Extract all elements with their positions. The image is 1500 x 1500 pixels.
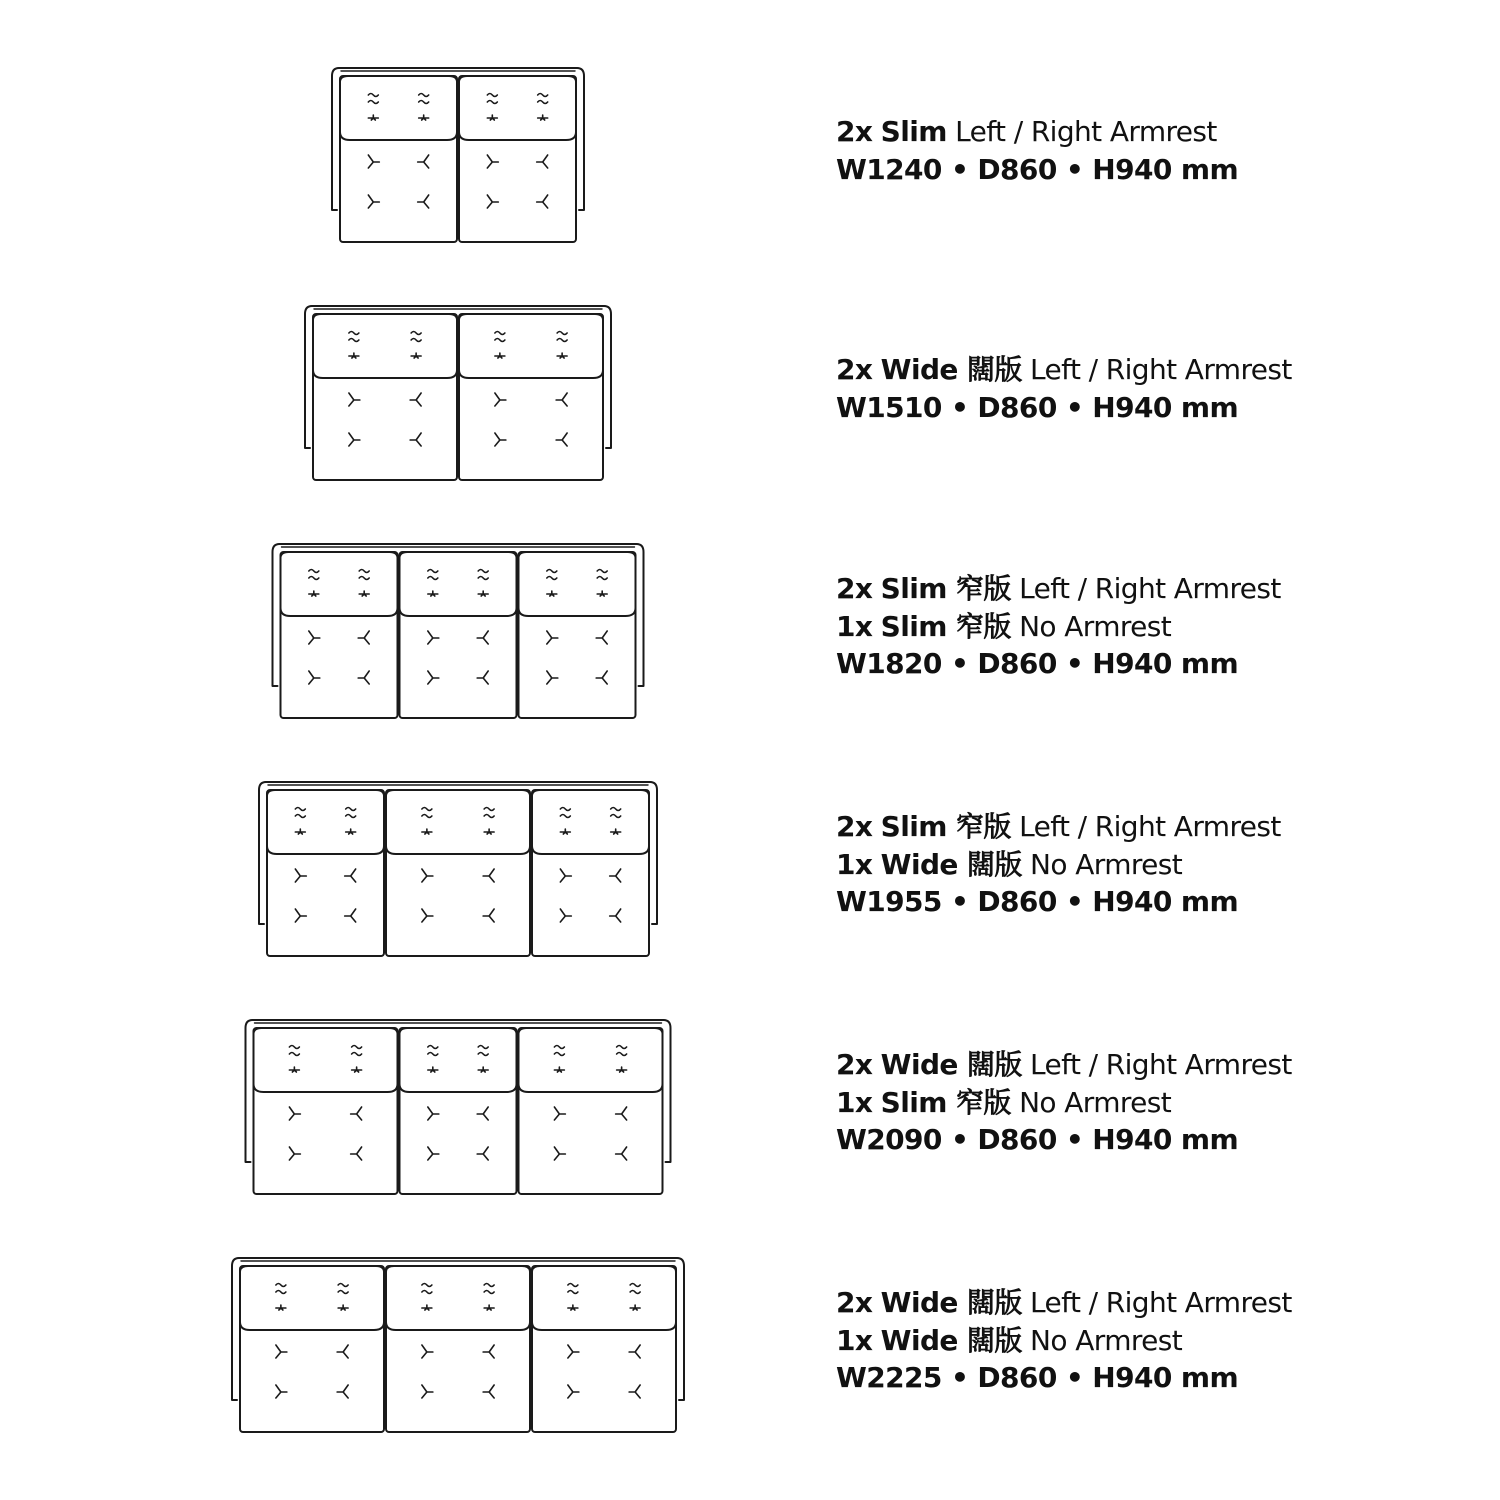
- quantity: 2x: [836, 115, 873, 148]
- backrest-cushion: [240, 1266, 384, 1330]
- back-tuft-mark: [560, 815, 570, 818]
- seat-body: [459, 76, 576, 242]
- dimensions: W1510 • D860 • H940 mm: [836, 390, 1239, 424]
- seat-module-slim: [400, 552, 517, 718]
- sofa-drawing: [0, 60, 800, 260]
- armrest-option: Left / Right Armrest: [1019, 810, 1281, 843]
- seat-tuft-mark: [616, 1107, 627, 1120]
- seat-tuft-mark: [483, 869, 494, 882]
- back-tuft-mark: [487, 94, 497, 97]
- sofa-drawing: [0, 298, 800, 498]
- seat-body: [532, 1266, 676, 1432]
- back-tuft-mark: [295, 808, 305, 811]
- back-tuft-mark: [554, 1053, 564, 1056]
- back-tuft-mark: [428, 1046, 438, 1049]
- seat-type: Wide 闊版: [880, 1048, 1022, 1081]
- back-tuft-mark: [560, 829, 570, 834]
- armrest-option: No Armrest: [1019, 609, 1172, 643]
- right-armrest: [604, 306, 611, 448]
- seat-tuft-mark: [351, 1107, 362, 1120]
- backrest-cushion: [386, 790, 530, 854]
- seat-body: [281, 552, 398, 718]
- back-tuft-mark: [338, 1284, 348, 1287]
- backrest-cushion: [519, 1028, 663, 1092]
- back-tuft-mark: [538, 115, 548, 120]
- back-tuft-mark: [411, 353, 421, 358]
- seat-body: [386, 1266, 530, 1432]
- quantity: 2x: [836, 810, 873, 843]
- spec-line-1: [836, 113, 1476, 151]
- armrest-option: Left / Right Armrest: [1030, 1286, 1292, 1319]
- seat-body: [400, 552, 517, 718]
- left-armrest: [246, 1020, 253, 1162]
- back-tuft-mark: [419, 115, 429, 120]
- back-tuft-mark: [338, 1291, 348, 1294]
- back-tuft-mark: [289, 1067, 299, 1072]
- seat-body: [519, 1028, 663, 1194]
- seat-tuft-mark: [337, 1385, 348, 1398]
- back-tuft-mark: [484, 1291, 494, 1294]
- seat-tuft-mark: [596, 631, 607, 644]
- config-row-w2225: [0, 1250, 1500, 1450]
- back-tuft-mark: [346, 815, 356, 818]
- seat-module-wide: [254, 1028, 398, 1194]
- backrest-cushion: [459, 76, 576, 140]
- back-tuft-mark: [611, 829, 621, 834]
- armrest-option: No Armrest: [1030, 1323, 1183, 1357]
- seat-tuft-mark: [483, 1385, 494, 1398]
- seat-body: [254, 1028, 398, 1194]
- seat-tuft-mark: [547, 671, 558, 684]
- seat-module-slim: [340, 76, 457, 242]
- left-armrest: [273, 544, 280, 686]
- backrest-cushion: [281, 552, 398, 616]
- seat-tuft-mark: [422, 869, 433, 882]
- seat-tuft-mark: [418, 155, 429, 168]
- back-tuft-mark: [478, 591, 488, 596]
- seat-module-wide: [386, 1266, 530, 1432]
- back-tuft-mark: [422, 1305, 432, 1310]
- back-tuft-mark: [478, 1067, 488, 1072]
- back-tuft-mark: [557, 332, 567, 335]
- seat-tuft-mark: [483, 1345, 494, 1358]
- back-tuft-mark: [289, 1053, 299, 1056]
- quantity: 1x: [836, 1323, 873, 1357]
- seat-tuft-mark: [610, 909, 621, 922]
- back-tuft-mark: [352, 1053, 362, 1056]
- back-tuft-mark: [359, 570, 369, 573]
- spec-line-1: [836, 351, 1476, 389]
- sofa-outline: [232, 1258, 684, 1432]
- spec-line-2: [836, 608, 1476, 646]
- dimensions: W1955 • D860 • H940 mm: [836, 885, 1239, 918]
- back-tuft-mark: [349, 332, 359, 335]
- config-row-w1820: [0, 536, 1500, 736]
- right-armrest: [577, 68, 584, 210]
- sofa-outline: [246, 1020, 671, 1194]
- back-tuft-mark: [495, 332, 505, 335]
- backrest-cushion: [254, 1028, 398, 1092]
- seat-tuft-mark: [428, 671, 439, 684]
- seat-tuft-mark: [596, 671, 607, 684]
- seat-tuft-mark: [276, 1345, 287, 1358]
- dimensions: W1820 • D860 • H940 mm: [836, 647, 1239, 680]
- seat-module-wide: [313, 314, 457, 480]
- quantity: 2x: [836, 1048, 873, 1081]
- back-tuft-mark: [557, 353, 567, 358]
- backrest-cushion: [267, 790, 384, 854]
- seat-tuft-mark: [560, 869, 571, 882]
- seat-type: Wide 闊版: [880, 1323, 1022, 1357]
- seat-body: [386, 790, 530, 956]
- seat-body: [400, 1028, 517, 1194]
- back-tuft-mark: [422, 808, 432, 811]
- seat-module-slim: [532, 790, 649, 956]
- back-tuft-mark: [478, 1053, 488, 1056]
- back-tuft-mark: [484, 1305, 494, 1310]
- back-tuft-mark: [495, 353, 505, 358]
- back-tuft-mark: [538, 101, 548, 104]
- back-tuft-mark: [411, 339, 421, 342]
- seat-tuft-mark: [358, 671, 369, 684]
- seat-module-wide: [240, 1266, 384, 1432]
- quantity: 2x: [836, 1286, 873, 1319]
- sofa-outline: [259, 782, 657, 956]
- sofa-outline: [305, 306, 611, 480]
- back-tuft-mark: [428, 1053, 438, 1056]
- back-tuft-mark: [478, 577, 488, 580]
- quantity: 2x: [836, 572, 873, 605]
- sofa-outline: [273, 544, 644, 718]
- sofa-drawing: [0, 1012, 800, 1212]
- left-armrest: [332, 68, 339, 210]
- spec-line-2: [836, 846, 1476, 884]
- sofa-outline: [332, 68, 584, 242]
- back-tuft-mark: [368, 101, 378, 104]
- seat-tuft-mark: [495, 393, 506, 406]
- back-tuft-mark: [611, 808, 621, 811]
- seat-tuft-mark: [345, 909, 356, 922]
- backrest-cushion: [459, 314, 603, 378]
- seat-body: [519, 552, 636, 718]
- back-tuft-mark: [289, 1046, 299, 1049]
- spec-line-2: [836, 1322, 1476, 1360]
- back-tuft-mark: [478, 570, 488, 573]
- seat-module-wide: [459, 314, 603, 480]
- seat-tuft-mark: [477, 1107, 488, 1120]
- sofa-drawing: [0, 1250, 800, 1450]
- back-tuft-mark: [560, 808, 570, 811]
- back-tuft-mark: [276, 1305, 286, 1310]
- seat-tuft-mark: [560, 909, 571, 922]
- config-row-w2090: [0, 1012, 1500, 1212]
- armrest-option: Left / Right Armrest: [1030, 1048, 1292, 1081]
- dimensions: W2090 • D860 • H940 mm: [836, 1123, 1239, 1156]
- back-tuft-mark: [484, 1284, 494, 1287]
- seat-tuft-mark: [358, 631, 369, 644]
- seat-body: [532, 790, 649, 956]
- back-tuft-mark: [349, 339, 359, 342]
- seat-tuft-mark: [289, 1147, 300, 1160]
- right-armrest: [677, 1258, 684, 1400]
- spec-line-1: [836, 808, 1476, 846]
- back-tuft-mark: [368, 115, 378, 120]
- back-tuft-mark: [346, 808, 356, 811]
- seat-tuft-mark: [295, 909, 306, 922]
- seat-tuft-mark: [495, 433, 506, 446]
- back-tuft-mark: [538, 94, 548, 97]
- back-tuft-mark: [568, 1284, 578, 1287]
- seat-tuft-mark: [537, 195, 548, 208]
- right-armrest: [637, 544, 644, 686]
- seat-body: [240, 1266, 384, 1432]
- back-tuft-mark: [309, 591, 319, 596]
- spec-line-1: [836, 570, 1476, 608]
- back-tuft-mark: [422, 1284, 432, 1287]
- seat-module-slim: [281, 552, 398, 718]
- seat-tuft-mark: [418, 195, 429, 208]
- backrest-cushion: [400, 552, 517, 616]
- seat-module-slim: [459, 76, 576, 242]
- seat-type: Slim 窄版: [880, 572, 1011, 605]
- back-tuft-mark: [422, 815, 432, 818]
- dimensions: W2225 • D860 • H940 mm: [836, 1361, 1239, 1394]
- back-tuft-mark: [346, 829, 356, 834]
- seat-tuft-mark: [483, 909, 494, 922]
- seat-tuft-mark: [337, 1345, 348, 1358]
- back-tuft-mark: [557, 339, 567, 342]
- seat-type: Wide 闊版: [880, 1286, 1022, 1319]
- back-tuft-mark: [352, 1046, 362, 1049]
- back-tuft-mark: [630, 1284, 640, 1287]
- seat-tuft-mark: [568, 1385, 579, 1398]
- spec-block: [836, 113, 1476, 188]
- seat-body: [267, 790, 384, 956]
- seat-tuft-mark: [487, 155, 498, 168]
- seat-tuft-mark: [556, 393, 567, 406]
- seat-module-wide: [386, 790, 530, 956]
- backrest-cushion: [532, 1266, 676, 1330]
- left-armrest: [259, 782, 266, 924]
- sofa-drawing: [0, 536, 800, 736]
- seat-tuft-mark: [487, 195, 498, 208]
- seat-module-wide: [532, 1266, 676, 1432]
- spec-block: [836, 808, 1476, 921]
- seat-type: Slim: [880, 115, 947, 148]
- back-tuft-mark: [309, 577, 319, 580]
- config-row-w1240: [0, 60, 1500, 260]
- seat-tuft-mark: [276, 1385, 287, 1398]
- seat-tuft-mark: [610, 869, 621, 882]
- seat-tuft-mark: [295, 869, 306, 882]
- seat-tuft-mark: [309, 631, 320, 644]
- seat-tuft-mark: [568, 1345, 579, 1358]
- back-tuft-mark: [309, 570, 319, 573]
- seat-tuft-mark: [616, 1147, 627, 1160]
- seat-tuft-mark: [289, 1107, 300, 1120]
- back-tuft-mark: [617, 1067, 627, 1072]
- seat-module-slim: [400, 1028, 517, 1194]
- quantity: 2x: [836, 353, 873, 386]
- seat-type: Slim 窄版: [880, 1085, 1011, 1119]
- back-tuft-mark: [428, 1067, 438, 1072]
- seat-tuft-mark: [422, 1385, 433, 1398]
- seat-tuft-mark: [309, 671, 320, 684]
- spec-line-1: [836, 1284, 1476, 1322]
- seat-tuft-mark: [410, 433, 421, 446]
- back-tuft-mark: [419, 101, 429, 104]
- seat-type: Wide 闊版: [880, 353, 1022, 386]
- seat-tuft-mark: [556, 433, 567, 446]
- back-tuft-mark: [568, 1305, 578, 1310]
- back-tuft-mark: [554, 1067, 564, 1072]
- back-tuft-mark: [422, 1291, 432, 1294]
- back-tuft-mark: [419, 94, 429, 97]
- spec-line-1: [836, 1046, 1476, 1084]
- back-tuft-mark: [554, 1046, 564, 1049]
- back-tuft-mark: [359, 577, 369, 580]
- back-tuft-mark: [597, 570, 607, 573]
- seat-module-wide: [519, 1028, 663, 1194]
- left-armrest: [232, 1258, 239, 1400]
- right-armrest: [650, 782, 657, 924]
- armrest-option: Left / Right Armrest: [1030, 353, 1292, 386]
- back-tuft-mark: [547, 577, 557, 580]
- seat-tuft-mark: [345, 869, 356, 882]
- seat-tuft-mark: [368, 155, 379, 168]
- back-tuft-mark: [484, 815, 494, 818]
- seat-tuft-mark: [477, 631, 488, 644]
- back-tuft-mark: [276, 1284, 286, 1287]
- back-tuft-mark: [495, 339, 505, 342]
- back-tuft-mark: [349, 353, 359, 358]
- backrest-cushion: [400, 1028, 517, 1092]
- left-armrest: [305, 306, 312, 448]
- back-tuft-mark: [295, 829, 305, 834]
- back-tuft-mark: [484, 829, 494, 834]
- seat-body: [459, 314, 603, 480]
- back-tuft-mark: [568, 1291, 578, 1294]
- back-tuft-mark: [547, 570, 557, 573]
- quantity: 1x: [836, 847, 873, 881]
- back-tuft-mark: [352, 1067, 362, 1072]
- seat-tuft-mark: [410, 393, 421, 406]
- back-tuft-mark: [487, 115, 497, 120]
- back-tuft-mark: [411, 332, 421, 335]
- seat-module-slim: [267, 790, 384, 956]
- spec-block: [836, 1284, 1476, 1397]
- seat-module-slim: [519, 552, 636, 718]
- seat-tuft-mark: [477, 671, 488, 684]
- seat-tuft-mark: [629, 1385, 640, 1398]
- seat-tuft-mark: [422, 909, 433, 922]
- quantity: 1x: [836, 609, 873, 643]
- config-row-w1510: [0, 298, 1500, 498]
- seat-tuft-mark: [349, 433, 360, 446]
- seat-tuft-mark: [368, 195, 379, 208]
- seat-body: [313, 314, 457, 480]
- seat-tuft-mark: [422, 1345, 433, 1358]
- seat-tuft-mark: [554, 1147, 565, 1160]
- seat-tuft-mark: [554, 1107, 565, 1120]
- back-tuft-mark: [428, 577, 438, 580]
- armrest-option: Left / Right Armrest: [1019, 572, 1281, 605]
- seat-tuft-mark: [351, 1147, 362, 1160]
- backrest-cushion: [532, 790, 649, 854]
- seat-type: Slim 窄版: [880, 609, 1011, 643]
- back-tuft-mark: [484, 808, 494, 811]
- seat-tuft-mark: [349, 393, 360, 406]
- seat-tuft-mark: [428, 1107, 439, 1120]
- seat-type: Slim 窄版: [880, 810, 1011, 843]
- back-tuft-mark: [428, 591, 438, 596]
- spec-block: [836, 570, 1476, 683]
- back-tuft-mark: [276, 1291, 286, 1294]
- backrest-cushion: [340, 76, 457, 140]
- sofa-drawing: [0, 774, 800, 974]
- back-tuft-mark: [617, 1046, 627, 1049]
- back-tuft-mark: [597, 577, 607, 580]
- spec-line-2: [836, 1084, 1476, 1122]
- back-tuft-mark: [478, 1046, 488, 1049]
- back-tuft-mark: [428, 570, 438, 573]
- seat-tuft-mark: [629, 1345, 640, 1358]
- back-tuft-mark: [368, 94, 378, 97]
- back-tuft-mark: [338, 1305, 348, 1310]
- back-tuft-mark: [487, 101, 497, 104]
- spec-block: [836, 1046, 1476, 1159]
- backrest-cushion: [386, 1266, 530, 1330]
- seat-tuft-mark: [428, 631, 439, 644]
- back-tuft-mark: [359, 591, 369, 596]
- back-tuft-mark: [617, 1053, 627, 1056]
- armrest-option: No Armrest: [1030, 847, 1183, 881]
- back-tuft-mark: [611, 815, 621, 818]
- back-tuft-mark: [295, 815, 305, 818]
- back-tuft-mark: [597, 591, 607, 596]
- seat-type: Wide 闊版: [880, 847, 1022, 881]
- backrest-cushion: [519, 552, 636, 616]
- seat-tuft-mark: [477, 1147, 488, 1160]
- seat-tuft-mark: [428, 1147, 439, 1160]
- quantity: 1x: [836, 1085, 873, 1119]
- dimensions: W1240 • D860 • H940 mm: [836, 152, 1239, 186]
- config-row-w1955: [0, 774, 1500, 974]
- seat-body: [340, 76, 457, 242]
- armrest-option: Left / Right Armrest: [955, 115, 1217, 148]
- backrest-cushion: [313, 314, 457, 378]
- back-tuft-mark: [422, 829, 432, 834]
- back-tuft-mark: [630, 1291, 640, 1294]
- spec-block: [836, 351, 1476, 426]
- seat-tuft-mark: [537, 155, 548, 168]
- armrest-option: No Armrest: [1019, 1085, 1172, 1119]
- seat-tuft-mark: [547, 631, 558, 644]
- back-tuft-mark: [630, 1305, 640, 1310]
- back-tuft-mark: [547, 591, 557, 596]
- right-armrest: [664, 1020, 671, 1162]
